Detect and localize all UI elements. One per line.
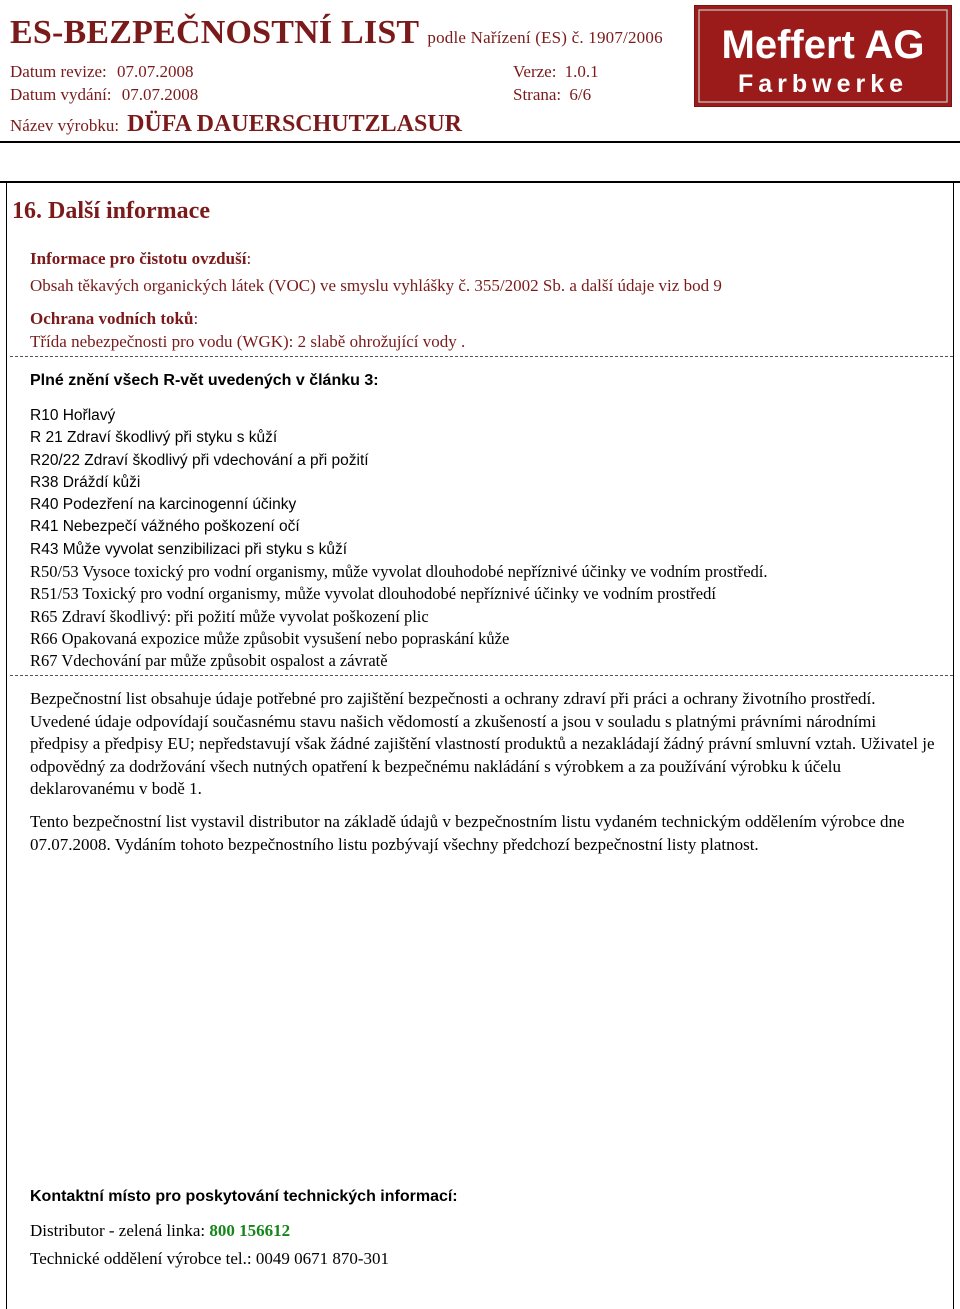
document-title xyxy=(10,14,663,52)
version-row xyxy=(513,62,599,82)
distributor-label: Distributor - zelená linka: xyxy=(30,1221,210,1240)
distributor-paragraph: Tento bezpečnostní list vystavil distributor na základě údajů v bezpečnostním listu vydaném technickým oddělením výrobce dne 07.07.2008. Vydáním tohoto bezpečnostního listu pozbývají všechny předchozí bezpečnostní listy platnost. xyxy=(30,812,905,854)
water-colon: : xyxy=(193,309,199,328)
list-item: R38 Dráždí kůži xyxy=(30,473,141,491)
product-row xyxy=(10,111,462,138)
issue-label: Datum vydání: xyxy=(10,85,112,104)
content-right-border xyxy=(953,182,954,1309)
product-name: DÜFA DAUERSCHUTZLASUR xyxy=(127,111,462,137)
page-row xyxy=(513,85,591,105)
title-sub: podle Nařízení (ES) č. 1907/2006 xyxy=(427,28,663,47)
voc-text: Obsah těkavých organických látek (VOC) ve smyslu vyhlášky č. 355/2002 Sb. a další údaje viz bod 9 xyxy=(30,276,722,295)
issue-date: 07.07.2008 xyxy=(121,85,199,104)
list-item: R50/53 Vysoce toxický pro vodní organismy, může vyvolat dlouhodobé nepříznivé účinky ve vodním prostředí. xyxy=(30,562,768,582)
air-heading-row xyxy=(30,249,251,269)
tech-department-line: Technické oddělení výrobce tel.: 0049 0671 870-301 xyxy=(30,1249,390,1268)
wgk-text: Třída nebezpečnosti pro vodu (WGK): 2 slabě ohrožující vody . xyxy=(30,332,466,351)
content-left-border xyxy=(6,182,7,1309)
water-heading: Ochrana vodních toků xyxy=(30,309,194,328)
list-item: R10 Hořlavý xyxy=(30,407,116,424)
content-top-border xyxy=(0,181,960,183)
air-colon: : xyxy=(246,249,252,268)
page-value: 6/6 xyxy=(569,85,592,104)
contact-heading: Kontaktní místo pro poskytování technických informací: xyxy=(30,1188,458,1205)
version-label: Verze: xyxy=(513,62,557,81)
version-value: 1.0.1 xyxy=(564,62,599,81)
logo-line2: Farbwerke xyxy=(737,70,909,98)
water-heading-row xyxy=(30,309,198,329)
revision-date: 07.07.2008 xyxy=(117,62,194,81)
company-logo xyxy=(694,5,952,107)
distributor-phone: 800 156612 xyxy=(209,1221,291,1240)
revision-label: Datum revize: xyxy=(10,62,107,81)
header-divider xyxy=(0,141,960,143)
list-item: R51/53 Toxický pro vodní organismy, může vyvolat dlouhodobé nepříznivé účinky ve vodním prostředí xyxy=(30,584,716,604)
list-item: R65 Zdraví škodlivý: při požití může vyvolat poškození plic xyxy=(30,606,429,626)
dashed-divider xyxy=(10,356,953,357)
list-item: R66 Opakovaná expozice může způsobit vysušení nebo popraskání kůže xyxy=(30,628,510,648)
r-phrases-heading: Plné znění všech R-vět uvedených v článku 3: xyxy=(30,372,379,389)
issue-date-row xyxy=(10,85,198,105)
revision-date-row xyxy=(10,62,194,82)
page-label: Strana: xyxy=(513,85,562,104)
list-item: R40 Podezření na karcinogenní účinky xyxy=(30,496,297,514)
air-heading: Informace pro čistotu ovzduší xyxy=(30,249,247,268)
list-item: R41 Nebezpečí vážného poškození očí xyxy=(30,518,300,536)
list-item: R20/22 Zdraví škodlivý při vdechování a při požití xyxy=(30,451,369,469)
logo-line1: Meffert AG xyxy=(721,23,925,67)
list-item: R67 Vdechování par může způsobit ospalost a závratě xyxy=(30,651,388,671)
product-label: Název výrobku: xyxy=(10,116,120,135)
list-item: R43 Může vyvolat senzibilizaci při styku s kůží xyxy=(30,540,348,558)
section-title: 16. Další informace xyxy=(12,198,210,224)
r-phrases-list xyxy=(30,405,768,673)
disclaimer-paragraph: Bezpečnostní list obsahuje údaje potřebné pro zajištění bezpečnosti a ochrany zdraví při práci a ochrany životního prostředí. Uvedené údaje odpovídají současnému stavu našich vědomostí a zkušeností a jsou v souladu s platnými právními národními předpisy a předpisy EU; nepředstavují však žádné zajištění vlastností produktů a nezakládají žádný právní smluvní vztah. Uživatel je odpovědný za dodržování všech nutných opatření k bezpečnému nakládání s výrobkem a za používání výrobku k účelu deklarovanému v bodě 1. xyxy=(30,689,935,798)
title-main: ES-BEZPEČNOSTNÍ LIST xyxy=(10,14,419,51)
dashed-divider xyxy=(10,675,953,676)
distributor-line xyxy=(30,1221,290,1241)
list-item: R 21 Zdraví škodlivý při styku s kůží xyxy=(30,429,278,447)
